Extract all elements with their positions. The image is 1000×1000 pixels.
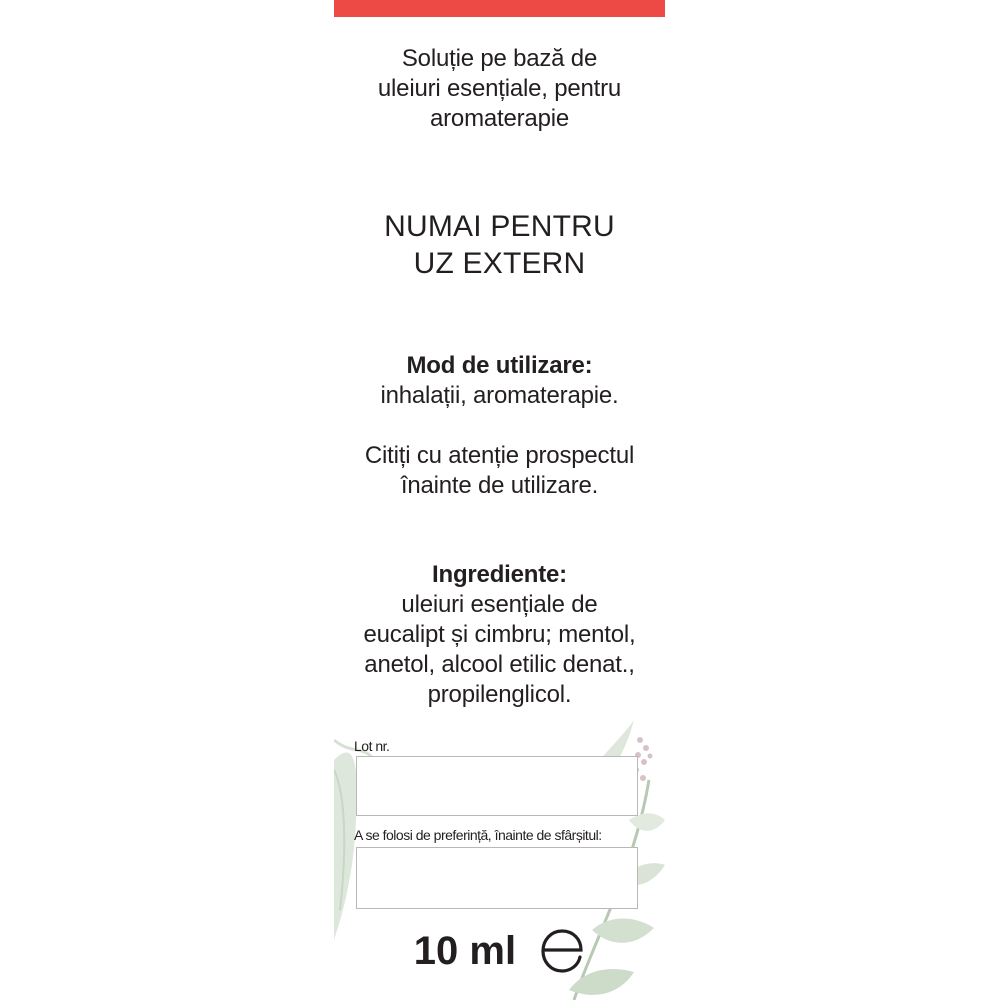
description-line: uleiuri esențiale, pentru (377, 75, 622, 102)
warning-line: NUMAI PENTRU (384, 210, 615, 243)
volume-row (334, 924, 665, 976)
ingredient-line: propilenglicol. (427, 681, 572, 708)
estimated-sign-icon (539, 929, 585, 973)
ingredients-section (334, 560, 665, 710)
product-label (334, 0, 665, 1000)
leaflet-notice (334, 441, 665, 501)
notice-line: înainte de utilizare. (400, 472, 599, 499)
expiry-date-field[interactable] (356, 847, 638, 909)
lot-label: Lot nr. (354, 738, 390, 754)
product-description (334, 44, 665, 134)
usage-heading: Mod de utilizare: (406, 352, 593, 379)
ingredient-line: uleiuri esențiale de (401, 591, 598, 618)
ingredient-line: anetol, alcool etilic denat., (364, 651, 635, 678)
usage-text: inhalații, aromaterapie. (380, 382, 619, 409)
ingredient-line: eucalipt și cimbru; mentol, (363, 621, 636, 648)
lot-number-field[interactable] (356, 756, 638, 816)
expiry-label: A se folosi de preferință, înainte de sfârșitul: (354, 827, 602, 843)
ingredients-heading: Ingrediente: (432, 561, 567, 588)
volume-value: 10 ml (413, 929, 517, 974)
warning-line: UZ EXTERN (413, 247, 586, 280)
external-use-warning (334, 208, 665, 282)
notice-line: Citiți cu atenție prospectul (364, 442, 635, 469)
description-line: aromaterapie (429, 105, 569, 132)
usage-section (334, 351, 665, 411)
description-line: Soluție pe bază de (401, 45, 598, 72)
top-accent-bar (334, 0, 665, 17)
